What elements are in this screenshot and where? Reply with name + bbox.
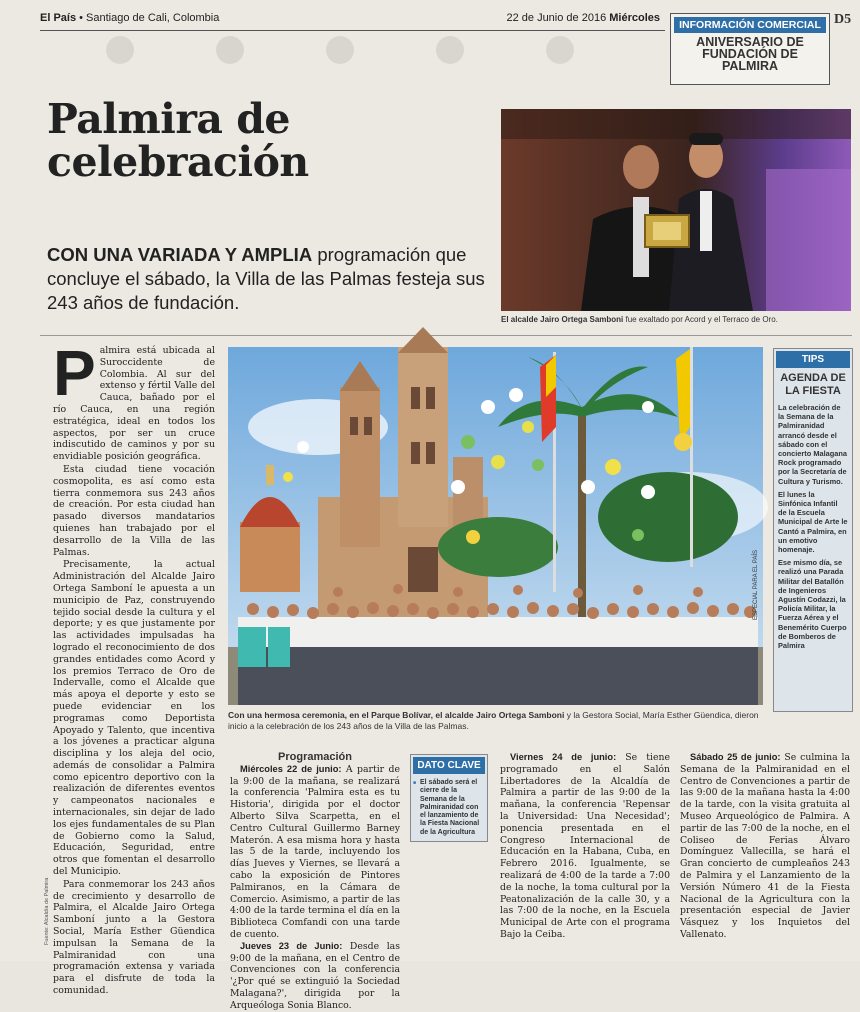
schedule-day: Jueves 23 de Junio:: [240, 940, 343, 951]
photo1-caption-text: fue exaltado por Acord y el Terraco de Oro.: [623, 315, 778, 324]
paragraph: Esta ciudad tiene vocación cosmopolita, es así como esta tierra conmemora sus 243 años de creación. Por esta ciudad han pasado diversos mandatarios quienes han trabajado por el desarrollo de la Villa de las Palmas.: [53, 463, 215, 558]
dato-clave-box: [410, 754, 488, 842]
page-header: [40, 12, 660, 32]
deck: [47, 243, 487, 315]
tips-tag: TIPS: [776, 351, 850, 368]
photo2-caption: [228, 710, 763, 732]
dato-clave-tag: DATO CLAVE: [413, 757, 485, 774]
ceremony-photo: [228, 347, 763, 705]
tips-title: [774, 372, 852, 398]
ceremony-illustration: [228, 347, 763, 705]
tips-title-line: LA FIESTA: [785, 385, 841, 397]
headline-line: Palmira de: [47, 95, 291, 143]
anniversary-title: [671, 36, 829, 72]
tips-item: El lunes la Sinfónica Infantil de la Escuela Municipal de Arte le Cantó a Palmira, en un emotivo homenaje.: [778, 489, 848, 555]
tips-item: La celebración de la Semana de la Palmiranidad arrancó desde el sábado con el concierto Malagana Rock programado por la Secretaría de Cultura y Turismo.: [778, 403, 847, 486]
mayor-award-photo: [501, 109, 851, 311]
schedule-column: [680, 752, 850, 941]
paragraph: Para conmemorar los 243 años de crecimiento y desarrollo de Palmira, el Alcalde Jairo Ortega Samboní junto a la Gestora Social, María Esther Güendica impulsan la Semana de la Palmiranidad con una programación extensa y variada para el disfrute de toda la comunidad.: [53, 878, 215, 997]
schedule-day: Miércoles 22 de junio:: [240, 763, 342, 774]
anniversary-title-line: ANIVERSARIO DE: [696, 35, 804, 49]
info-comercial-box: [670, 13, 830, 85]
schedule-entry: [500, 752, 670, 941]
info-comercial-label: INFORMACIÓN COMERCIAL: [674, 17, 826, 33]
section-rule: [40, 335, 852, 336]
photo2-caption-text: y la Gestora Social, María Esther Güendica, dieron inicio a la celebración de los 243 años de la Villa de las Palmas.: [228, 710, 759, 731]
schedule-day: Viernes 24 de junio:: [510, 752, 617, 762]
dato-clave-text: ■ El sábado será el cierre de la Semana de la Palmiranidad con el lanzamiento de la Fiesta Nacional de la Agricultura: [411, 776, 487, 837]
mayor-award-illustration: [501, 109, 851, 311]
tips-title-line: AGENDA DE: [780, 372, 846, 384]
tips-body: [774, 403, 852, 650]
header-date-text: 22 de Junio de 2016: [506, 12, 607, 24]
header-date: [506, 12, 660, 24]
schedule-column: [230, 752, 400, 1012]
paragraph-text: almira está ubicada al Suroccidente de Colombia. Al sur del extenso y fértil Valle del Cauca, bañado por el río Cauca, en una región estratégica, ideal en todos los aspectos, por ser un cruce indiscutido de caminos y por su envidiable posición geográfica.: [53, 345, 215, 463]
drop-cap: P: [53, 337, 96, 409]
schedule-text: Desde las 9:00 de la mañana, en el Centro de Convenciones con la conferencia '¿Por qué se extinguió la Sociedad Malagana?', dirigida por la Arqueóloga Sonia Blanco.: [230, 940, 400, 1011]
photo2-credit: ESPECIAL PARA EL PAÍS: [753, 549, 759, 620]
photo2-caption-lead: Con una hermosa ceremonia, en el Parque Bolívar, el alcalde Jairo Ortega Samboni: [228, 710, 565, 720]
tips-sidebar: [773, 348, 853, 712]
tips-item: Ese mismo día, se realizó una Parada Militar del Batallón de Ingenieros Agustín Codazzi, la Policía Militar, la Fuerza Aérea y el Benemérito Cuerpo de Bomberos de Palmira: [778, 558, 847, 651]
schedule-entry: [230, 941, 400, 1012]
schedule-day: Sábado 25 de junio:: [690, 752, 781, 762]
source-credit: Fuente: Alcaldía de Palmira: [44, 877, 50, 945]
deck-lead: CON UNA VARIADA Y AMPLIA: [47, 244, 313, 265]
paragraph: [53, 337, 215, 463]
paragraph: Precisamente, la actual Administración del Alcalde Jairo Ortega Samboní le apuesta a un municipio de Paz, construyendo tejido social desde la cultura y el deporte; y es que justamente por las actividades impulsadas ha logrado el reconocimiento de dos grandes entidades como Acord y los premios Terraco de Oro de Indervalle, como el Alcalde que más apoya el deporte y esto se puede evidenciar en los programas como Deportista Apoyado y Talento, que incentiva a los jóvenes a practicar alguna disciplina y los aleja del ocio, además de consolidar a Palmira como epicentro deportivo con la realización de diferentes eventos y campeonatos nacionales e internacionales, sin dejar de lado los ejes fundamentales de su Plan de Gobierno como la Salud, Educación, Seguridad, entre otros que fomentan el desarrollo del Municipio.: [53, 559, 215, 878]
article-body: [53, 337, 215, 998]
anniversary-title-line: PALMIRA: [721, 59, 778, 73]
anniversary-title-line: FUNDACIÓN DE: [702, 47, 798, 61]
schedule-column: [500, 752, 670, 941]
schedule-title: Programación: [278, 751, 352, 763]
photo1-caption-lead: El alcalde Jairo Ortega Samboni: [501, 315, 624, 324]
watermark-pattern: [60, 30, 660, 70]
schedule-text: Se tiene programado en el Salón Libertadores de la Alcaldía de Palmira a partir de las 9:00 de la mañana, la conferencia 'Repensar la Universidad: Una Necesidad'; ponencia presentada en el Congreso Internacional de Educación en la Habana, Cuba, en Febrero 2016. Igualmente, se realizará de 4:00 de la tarde a 7:00 de la noche, la toma cultural por la Peatonalización de la calle 30, y a las 7:00 de la noche, en la Escuela Municipal de Arte con el programa Bajo la Ceiba.: [500, 752, 670, 940]
headline: [47, 95, 487, 186]
headline-line: celebración: [47, 138, 309, 186]
schedule-entry: [680, 752, 850, 941]
schedule-text: A partir de la 9:00 de la mañana, se realizará la conferencia 'Palmira esta es tu Historia', dirigida por el doctor Alberto Silva Scarpetta, en el Centro Cultural Guillermo Barney Materón. A esa misma hora y hasta las 5 de la tarde, incluyendo los días Jueves y Viernes, se llevará a cabo la exposición de Pintores Palmiranos, en la Cámara de Comercio. Asimismo, a partir de las 4:00 de la tarde termina el día en la Biblioteca Comfandi con una tarde de cuento.: [230, 763, 400, 940]
photo1-caption: [501, 315, 851, 324]
header-weekday: Miércoles: [609, 12, 660, 24]
page-number: D5: [834, 12, 852, 27]
deck-text: programación que concluye el sábado, la Villa de las Palmas festeja sus 243 años de fundación.: [47, 244, 485, 313]
schedule-text: Se culmina la Semana de la Palmiranidad en el Centro de Convenciones a partir de las 9:00 de la mañana hasta la 4:00 de la tarde, con la visita gratuita al Museo Arqueológico de Palmira. A partir de las 7:00 de la noche, en el Coliseo de Ferias Álvaro Domínguez Vallecilla, se hará el Gran concierto de cumpleaños 243 de Palmira y el Lanzamiento de la Versión Número 41 de la Fiesta Nacional de la Agricultura con la presentación especial de Javier Vásquez y los Inquietos del Vallenato.: [680, 752, 850, 940]
header-location: • Santiago de Cali, Colombia: [79, 12, 220, 24]
newspaper-name: El País: [40, 12, 77, 24]
schedule-entry: [230, 764, 400, 941]
